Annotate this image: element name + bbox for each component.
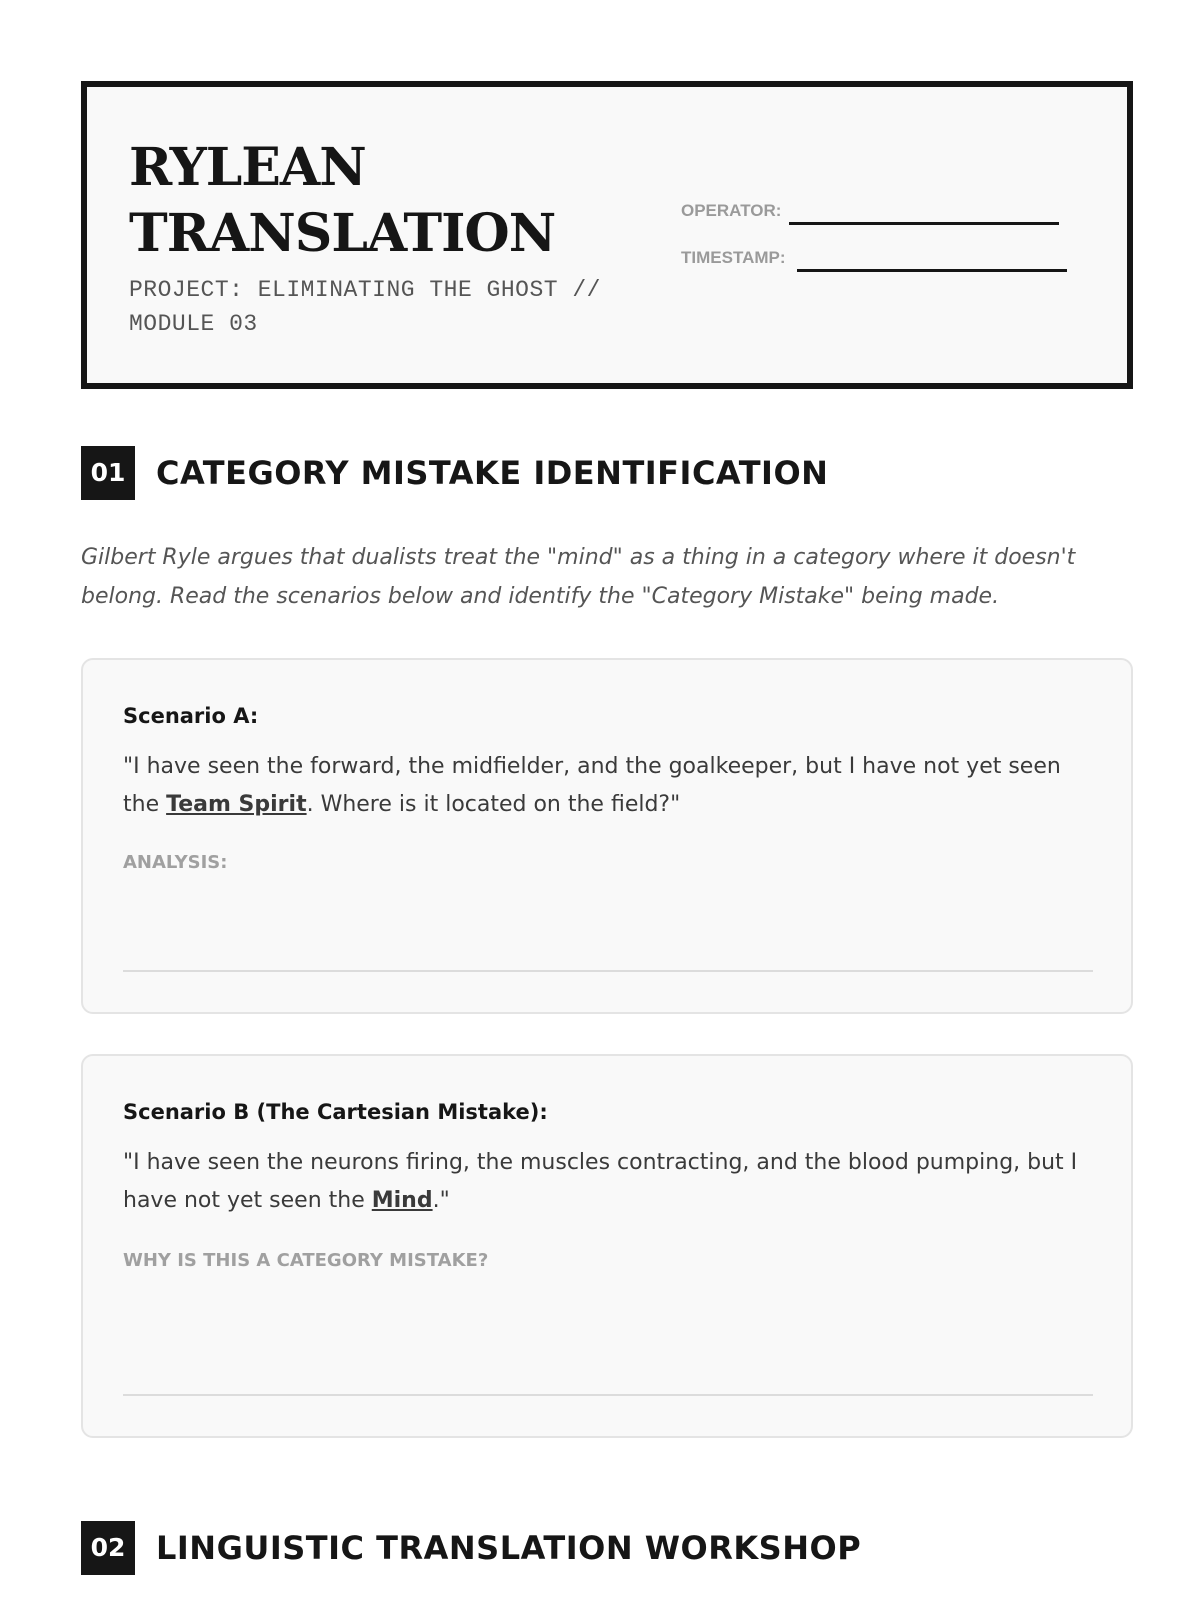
scenario-a-text-end: . Where is it located on the field?"	[306, 792, 681, 817]
scenario-a-answer-line[interactable]	[123, 970, 1093, 972]
title-line-1: RYLEAN	[129, 137, 366, 198]
scenario-b-emphasis: Mind	[371, 1188, 433, 1213]
section-1-title: CATEGORY MISTAKE IDENTIFICATION	[156, 454, 829, 492]
scenario-b-text-start: "I have seen the neurons firing, the muscles contracting, and the blood pumping, but I have not yet seen the	[123, 1150, 1078, 1213]
scenario-b-card	[81, 1054, 1133, 1438]
scenario-b-text	[123, 1144, 1098, 1220]
worksheet-header	[81, 81, 1133, 389]
operator-field[interactable]	[789, 222, 1059, 225]
scenario-a-text	[123, 748, 1098, 824]
operator-label: OPERATOR:	[681, 201, 782, 220]
scenario-a-emphasis: Team Spirit	[166, 792, 307, 817]
section-2-title: LINGUISTIC TRANSLATION WORKSHOP	[156, 1529, 862, 1567]
scenario-b-answer-label: WHY IS THIS A CATEGORY MISTAKE?	[123, 1250, 489, 1271]
scenario-b-text-end: ."	[432, 1188, 450, 1213]
section-1-intro: Gilbert Ryle argues that dualists treat the "mind" as a thing in a category where it doesn't belong. Read the scenarios below and identify the "Category Mistake" being made.	[81, 545, 1076, 609]
section-2-number: 02	[81, 1521, 135, 1575]
title-line-2: TRANSLATION	[129, 203, 556, 264]
scenario-b-label: Scenario B (The Cartesian Mistake):	[123, 1100, 548, 1124]
scenario-b-answer-line[interactable]	[123, 1394, 1093, 1396]
scenario-a-answer-label: ANALYSIS:	[123, 852, 228, 873]
timestamp-field[interactable]	[797, 269, 1067, 272]
section-1-number: 01	[81, 446, 135, 500]
worksheet-title	[129, 135, 555, 267]
timestamp-label: TIMESTAMP:	[681, 248, 786, 267]
project-subtitle: PROJECT: ELIMINATING THE GHOST // MODULE 03	[129, 277, 601, 337]
scenario-a-text-start: "I have seen the forward, the midfielder, and the goalkeeper, but I have not yet seen the	[123, 754, 1061, 817]
scenario-a-card	[81, 658, 1133, 1014]
scenario-a-label: Scenario A:	[123, 704, 259, 728]
